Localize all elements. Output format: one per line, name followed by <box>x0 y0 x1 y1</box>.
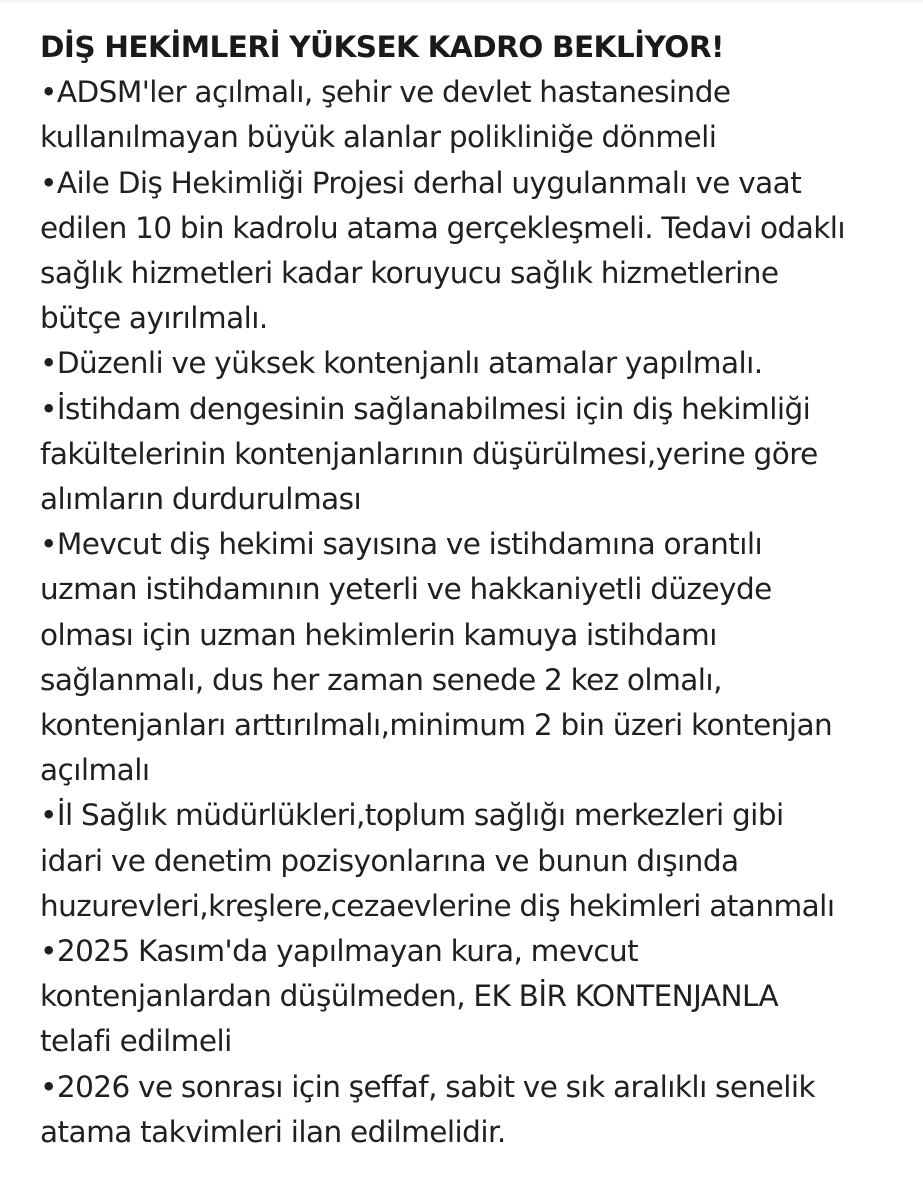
note-line: kontenjanlardan düşülmeden, EK BİR KONTENJANLA <box>40 979 779 1014</box>
note-line: uzman istihdamının yeterli ve hakkaniyetli düzeyde <box>40 572 772 607</box>
note-line: sağlık hizmetleri kadar koruyucu sağlık hizmetlerine <box>40 256 779 291</box>
note-line: •ADSM'ler açılmalı, şehir ve devlet hastanesinde <box>40 75 731 110</box>
note-line: atama takvimleri ilan edilmelidir. <box>40 1114 506 1149</box>
top-divider <box>0 0 923 3</box>
note-line: •Düzenli ve yüksek kontenjanlı atamalar yapılmalı. <box>40 346 763 381</box>
note-line: •Mevcut diş hekimi sayısına ve istihdamına orantılı <box>40 527 763 562</box>
note-line: bütçe ayırılmalı. <box>40 301 268 336</box>
note-line: olması için uzman hekimlerin kamuya istihdamı <box>40 617 717 652</box>
note-line: telafi edilmeli <box>40 1024 232 1059</box>
note-line: •2025 Kasım'da yapılmayan kura, mevcut <box>40 934 639 969</box>
note-line: •Aile Diş Hekimliği Projesi derhal uygulanmalı ve vaat <box>40 165 802 200</box>
note-line: sağlanmalı, dus her zaman senede 2 kez olmalı, <box>40 662 722 697</box>
note-line: fakültelerinin kontenjanlarının düşürülmesi,yerine göre <box>40 436 818 471</box>
note-line: alımların durdurulması <box>40 482 362 517</box>
note-line: kullanılmayan büyük alanlar polikliniğe dönmeli <box>40 120 717 155</box>
note-line: •2026 ve sonrası için şeffaf, sabit ve sık aralıklı senelik <box>40 1069 816 1104</box>
note-line: •İl Sağlık müdürlükleri,toplum sağlığı merkezleri gibi <box>40 798 784 833</box>
note-line: edilen 10 bin kadrolu atama gerçekleşmeli. Tedavi odaklı <box>40 210 846 245</box>
note-line: idari ve denetim pozisyonlarına ve bunun dışında <box>40 843 739 878</box>
note-line: •İstihdam dengesinin sağlanabilmesi için diş hekimliği <box>40 391 811 426</box>
note-line: kontenjanları arttırılmalı,minimum 2 bin üzeri kontenjan <box>40 708 833 743</box>
note-line: huzurevleri,kreşlere,cezaevlerine diş hekimleri atanmalı <box>40 888 835 923</box>
note-line: açılmalı <box>40 753 150 788</box>
note-text-body <box>40 25 910 1155</box>
note-title: DİŞ HEKİMLERİ YÜKSEK KADRO BEKLİYOR! <box>40 30 724 64</box>
